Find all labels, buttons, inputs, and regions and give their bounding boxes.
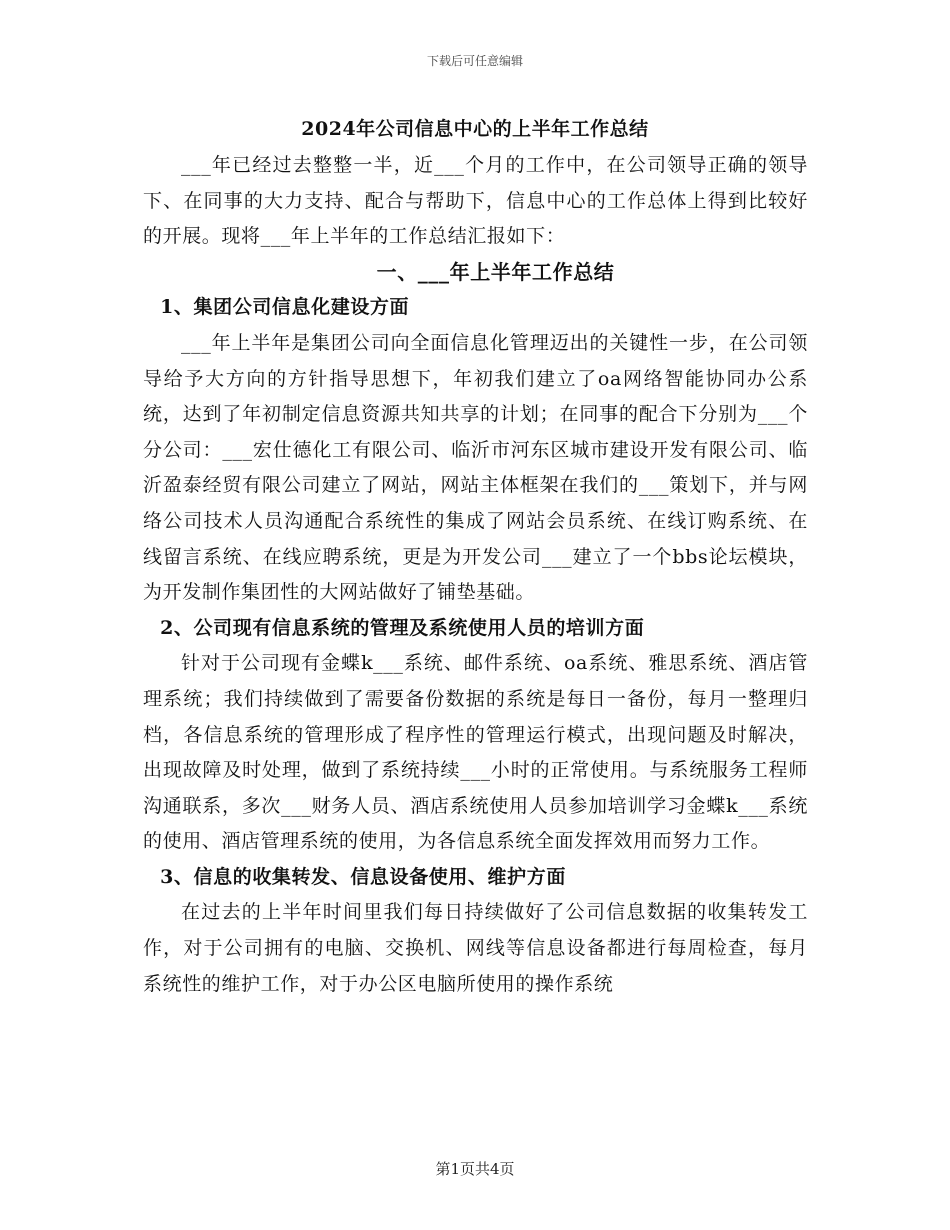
sub-heading-1: 1、集团公司信息化建设方面	[160, 296, 410, 319]
paragraph-3: 在过去的上半年时间里我们每日持续做好了公司信息数据的收集转发工作，对于公司拥有的电脑、交换机、网线等信息设备都进行每周检查，每月系统性的维护工作，对于办公区电脑所使用的操作系统	[143, 901, 808, 995]
sub-heading-3: 3、信息的收集转发、信息设备使用、维护方面	[160, 865, 566, 888]
intro-paragraph: ___年已经过去整整一半，近___个月的工作中，在公司领导正确的领导下、在同事的大力支持、配合与帮助下，信息中心的工作总体上得到比较好的开展。现将___年上半年的工作总结汇报如下：	[143, 154, 808, 248]
paragraph-1: ___年上半年是集团公司向全面信息化管理迈出的关键性一步，在公司领导给予大方向的方针指导思想下，年初我们建立了oa网络智能协同办公系统，达到了年初制定信息资源共知共享的计划；在同事的配合下分别为___个分公司：___宏仕德化工有限公司、临沂市河东区城市建设开发有限公司、临沂盈泰经贸有限公司建立了网站，网站主体框架在我们的___策划下，并与网络公司技术人员沟通配合系统性的集成了网站会员系统、在线订购系统、在线留言系统、在线应聘系统，更是为开发公司___建立了一个bbs论坛模块，为开发制作集团性的大网站做好了铺垫基础。	[143, 331, 808, 604]
section-heading-1: 一、___年上半年工作总结	[376, 259, 615, 284]
document-title: 2024年公司信息中心的上半年工作总结	[301, 118, 649, 140]
page-header-note: 下载后可任意编辑	[426, 54, 523, 68]
page-number: 第1页共4页	[435, 1160, 515, 1178]
paragraph-2: 针对于公司现有金蝶k___系统、邮件系统、oa系统、雅思系统、酒店管理系统；我们持续做到了需要备份数据的系统是每日一备份，每月一整理归档，各信息系统的管理形成了程序性的管理运行模式，出现问题及时解决，出现故障及时处理，做到了系统持续___小时的正常使用。与系统服务工程师沟通联系，多次___财务人员、酒店系统使用人员参加培训学习金蝶k___系统的使用、酒店管理系统的使用，为各信息系统全面发挥效用而努力工作。	[143, 652, 808, 853]
document-body	[143, 148, 808, 1002]
sub-heading-2: 2、公司现有信息系统的管理及系统使用人员的培训方面	[160, 616, 645, 639]
